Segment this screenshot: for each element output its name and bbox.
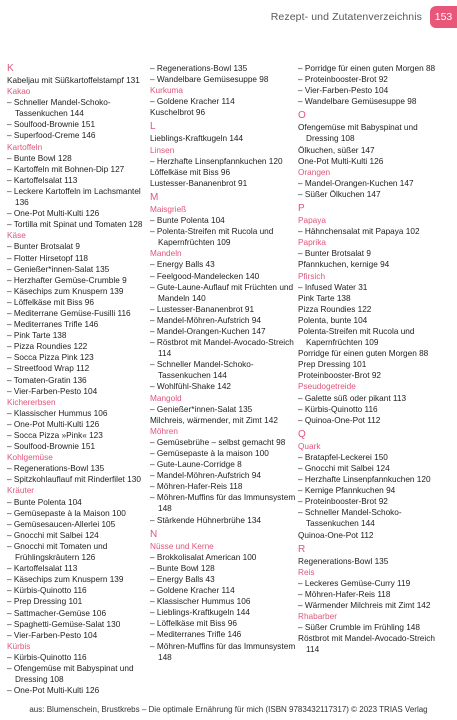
index-entry: – Gnocchi mit Tomaten und Frühlingskräutern 126 xyxy=(7,541,108,563)
ingredient-category: Paprika xyxy=(298,238,326,248)
ingredient-category: Kohlgemüse xyxy=(7,453,53,463)
index-entry: – Bunte Polenta 104 xyxy=(7,497,82,507)
index-entry: Löffelkäse mit Biss 96 xyxy=(150,167,231,177)
ingredient-category: Mangold xyxy=(150,393,182,403)
index-entry: Porridge für einen guten Morgen 88 xyxy=(298,349,429,359)
section-title: Rezept- und Zutatenverzeichnis xyxy=(270,11,422,23)
index-entry: – Socca Pizza »Pink« 123 xyxy=(7,431,103,440)
index-entry: – Käsechips zum Knuspern 139 xyxy=(7,575,124,585)
source-footer: aus: Blumenschein, Brustkrebs – Die optimale Ernährung für mich (ISBN 9783432117317) © 2023 TRIAS Verlag xyxy=(29,705,428,714)
index-entry: – Kernige Pfannkuchen 94 xyxy=(298,486,396,496)
index-letter-heading: P xyxy=(298,203,305,215)
ingredient-category: Maisgrieß xyxy=(150,204,187,214)
ingredient-category: Orangen xyxy=(298,167,331,177)
index-entry: – Gemüsebrühe – selbst gemacht 98 xyxy=(150,437,286,447)
index-entry: – Kartoffeln mit Bohnen-Dip 127 xyxy=(7,164,125,174)
index-entry: Prep Dressing 101 xyxy=(298,360,367,370)
index-entry: – Wandelbare Gemüsesuppe 98 xyxy=(298,97,417,107)
index-entry: – Pizza Roundies 122 xyxy=(7,342,88,352)
index-entry: – Brokkolisalat American 100 xyxy=(150,552,257,562)
index-entry: – Kürbis-Quinotto 116 xyxy=(7,652,87,662)
index-entry: – Tortilla mit Spinat und Tomaten 128 xyxy=(7,220,143,230)
index-entry: – Bunte Bowl 128 xyxy=(7,153,72,163)
index-entry: – Schneller Mandel-Schoko-Tassenkuchen 144 xyxy=(298,508,402,529)
index-entry: – Klassischer Hummus 106 xyxy=(7,408,108,418)
index-entry: Pink Tarte 138 xyxy=(298,293,351,303)
ingredient-category: Pseudogetreide xyxy=(298,382,356,392)
index-entry: – Socca Pizza Pink 123 xyxy=(7,353,94,363)
index-entry: – Kürbis-Quinotto 116 xyxy=(298,404,378,414)
ingredient-category: Kurkuma xyxy=(150,86,184,96)
index-entry: Pfannkuchen, kernige 94 xyxy=(298,260,390,270)
page-header xyxy=(271,6,457,28)
index-entry: – Vier-Farben-Pesto 104 xyxy=(7,386,98,396)
index-entry: – Genießer*innen-Salat 135 xyxy=(150,404,253,414)
index-entry: – Leckeres Gemüse-Curry 119 xyxy=(298,578,411,588)
index-letter-heading: M xyxy=(150,191,159,203)
index-entry: – Gute-Laune-Corridge 8 xyxy=(150,460,242,470)
index-entry: – Mandel-Orangen-Kuchen 147 xyxy=(298,178,414,188)
index-entry: Proteinbooster-Brot 92 xyxy=(298,371,382,381)
index-entry: – Spaghetti-Gemüse-Salat 130 xyxy=(7,619,121,629)
index-column-1 xyxy=(7,63,150,696)
ingredient-category: Pfirsich xyxy=(298,271,326,281)
index-entry: – Wandelbare Gemüsesuppe 98 xyxy=(150,75,269,85)
index-entry: – Bunte Bowl 128 xyxy=(150,563,215,573)
index-entry: – Bunter Brotsalat 9 xyxy=(7,242,80,252)
index-entry: – Soulfood-Brownie 151 xyxy=(7,120,96,130)
index-entry: Röstbrot mit Mandel-Avocado-Streich 114 xyxy=(298,634,435,655)
index-entry: – One-Pot Multi-Kulti 126 xyxy=(7,419,100,429)
index-entry: – Wohlfühl-Shake 142 xyxy=(150,382,232,392)
index-letter-heading: R xyxy=(298,543,306,555)
index-entry: – Kürbis-Quinotto 116 xyxy=(7,586,87,596)
index-entry: – Regenerations-Bowl 135 xyxy=(7,464,105,474)
index-entry: – Gute-Laune-Auflauf mit Früchten und Mandeln 140 xyxy=(150,282,294,303)
ingredient-category: Kürbis xyxy=(7,641,31,651)
index-entry: Milchreis, wärmender, mit Zimt 142 xyxy=(150,415,278,425)
index-entry: Polenta, bunte 104 xyxy=(298,315,368,325)
index-entry: – Quinoa-One-Pot 112 xyxy=(298,415,381,425)
index-entry: – Feelgood-Mandelecken 140 xyxy=(150,271,260,281)
index-entry: – Herzhafte Linsenpfannkuchen 120 xyxy=(150,156,283,166)
ingredient-category: Linsen xyxy=(150,145,175,155)
index-entry: – Ofengemüse mit Babyspinat und Dressing 108 xyxy=(7,663,134,685)
index-entry: – Prep Dressing 101 xyxy=(7,597,83,607)
index-entry: Regenerations-Bowl 135 xyxy=(298,556,389,566)
index-entry: – Löffelkäse mit Biss 96 xyxy=(150,619,237,629)
ingredient-category: Reis xyxy=(298,567,315,577)
index-entry: – Gemüsesaucen-Allerlei 105 xyxy=(7,519,116,529)
index-entry: – Lustesser-Bananenbrot 91 xyxy=(150,304,255,314)
index-entry: – Sattmacher-Gemüse 106 xyxy=(7,608,107,618)
index-entry: – Stärkende Hühnerbrühe 134 xyxy=(150,515,261,525)
index-entry: – Proteinbooster-Brot 92 xyxy=(298,497,388,507)
index-entry: – Energy Balls 43 xyxy=(150,260,215,270)
index-entry: – Infused Water 31 xyxy=(298,282,368,292)
index-entry: – Porridge für einen guten Morgen 88 xyxy=(298,64,436,73)
index-entry: Kuschelbrot 96 xyxy=(150,108,206,118)
index-entry: – One-Pot Multi-Kulti 126 xyxy=(7,209,100,219)
index-entry: One-Pot Multi-Kulti 126 xyxy=(298,156,384,166)
index-entry: – Hähnchensalat mit Papaya 102 xyxy=(298,227,420,237)
index-entry: – Spitzkohlauflauf mit Rinderfilet 130 xyxy=(7,475,141,485)
index-entry: Kabeljau mit Süßkartoffelstampf 131 xyxy=(7,76,140,85)
index-entry: – Bratapfel-Leckerei 150 xyxy=(298,452,388,462)
page-number-badge: 153 xyxy=(430,6,457,28)
index-entry: – Mandel-Möhren-Aufstrich 94 xyxy=(150,471,261,481)
index-entry: – Tomaten-Gratin 136 xyxy=(7,375,87,385)
index-entry: – Klassischer Hummus 106 xyxy=(150,597,251,607)
index-entry: – Mediterranes Trifle 146 xyxy=(150,630,242,640)
index-entry: – Käsechips zum Knuspern 139 xyxy=(7,286,124,296)
index-letter-heading: O xyxy=(298,110,306,122)
index-entry: Quinoa-One-Pot 112 xyxy=(298,530,374,540)
index-entry: – Mandel-Möhren-Aufstrich 94 xyxy=(150,315,261,325)
index-entry: – Süßer Ölkuchen 147 xyxy=(298,189,381,199)
index-entry: – Schneller Mandel-Schoko-Tassenkuchen 144 xyxy=(150,360,254,381)
index-entry: – Vier-Farben-Pesto 104 xyxy=(7,630,98,640)
index-entry: – Energy Balls 43 xyxy=(150,574,215,584)
index-entry: – Streetfood Wrap 112 xyxy=(7,364,90,374)
index-entry: Ölkuchen, süßer 147 xyxy=(298,145,375,155)
index-entry: – Möhren-Hafer-Reis 118 xyxy=(150,482,243,492)
ingredient-category: Kakao xyxy=(7,87,31,97)
ingredient-category: Mandeln xyxy=(150,249,182,259)
index-entry: – Gemüsepaste à la maison 100 xyxy=(150,449,269,458)
index-entry: – Gnocchi mit Salbei 124 xyxy=(298,464,390,473)
index-column-2 xyxy=(150,63,298,663)
index-entry: – Soulfood-Brownie 151 xyxy=(7,442,96,452)
index-entry: – Bunter Brotsalat 9 xyxy=(298,249,371,259)
index-entry: – Regenerations-Bowl 135 xyxy=(150,64,248,73)
index-letter-heading: K xyxy=(7,63,14,74)
index-entry: – Galette süß oder pikant 113 xyxy=(298,393,407,403)
ingredient-category: Quark xyxy=(298,441,321,451)
index-entry: – Röstbrot mit Mandel-Avocado-Streich 114 xyxy=(150,338,294,359)
index-entry: Pizza Roundies 122 xyxy=(298,304,372,314)
index-letter-heading: Q xyxy=(298,428,306,440)
index-entry: Lieblings-Kraftkugeln 144 xyxy=(150,134,244,144)
index-entry: – Mandel-Orangen-Kuchen 147 xyxy=(150,326,266,336)
index-entry: – Möhren-Muffins für das Immunsystem 148 xyxy=(150,641,296,662)
index-entry: – Superfood-Creme 146 xyxy=(7,131,96,141)
index-entry: – Goldene Kracher 114 xyxy=(150,97,235,107)
index-entry: – Wärmender Milchreis mit Zimt 142 xyxy=(298,601,431,611)
index-entry: – Süßer Crumble im Frühling 148 xyxy=(298,623,420,633)
index-entry: – Goldene Kracher 114 xyxy=(150,586,235,596)
index-entry: – Kartoffelsalat 113 xyxy=(7,175,78,185)
index-entry: Ofengemüse mit Babyspinat und Dressing 108 xyxy=(298,123,418,144)
index-entry: – Löffelkäse mit Biss 96 xyxy=(7,297,94,307)
index-entry: Polenta-Streifen mit Rucola und Kapernfrüchten 109 xyxy=(298,326,415,348)
ingredient-category: Papaya xyxy=(298,216,326,226)
ingredient-category: Kichererbsen xyxy=(7,397,56,407)
index-entry: – Schneller Mandel-Schoko-Tassenkuchen 144 xyxy=(7,98,111,119)
ingredient-category: Käse xyxy=(7,231,26,241)
index-entry: – Lieblings-Kraftkugeln 144 xyxy=(150,608,250,618)
index-entry: – Vier-Farben-Pesto 104 xyxy=(298,86,389,96)
index-entry: – Mediterrane Gemüse-Fusilli 116 xyxy=(7,308,131,318)
index-entry: – Mediterranes Trifle 146 xyxy=(7,320,99,330)
index-entry: – Genießer*innen-Salat 135 xyxy=(7,264,110,274)
index-entry: – Pink Tarte 138 xyxy=(7,331,67,341)
index-entry: – One-Pot Multi-Kulti 126 xyxy=(7,686,100,696)
index-entry: – Proteinbooster-Brot 92 xyxy=(298,75,388,85)
index-entry: – Leckere Kartoffeln im Lachsmantel 136 xyxy=(7,186,141,208)
index-entry: – Gnocchi mit Salbei 124 xyxy=(7,530,99,540)
index-entry: Lustesser-Bananenbrot 91 xyxy=(150,178,248,188)
index-entry: – Polenta-Streifen mit Rucola und Kapernfrüchten 109 xyxy=(150,227,274,248)
index-entry: – Bunte Polenta 104 xyxy=(150,216,225,226)
ingredient-category: Nüsse und Kerne xyxy=(150,541,214,551)
index-entry: – Herzhafter Gemüse-Crumble 9 xyxy=(7,275,127,285)
ingredient-category: Möhren xyxy=(150,426,178,436)
index-entry: – Möhren-Muffins für das Immunsystem 148 xyxy=(150,493,296,514)
index-entry: – Herzhafte Linsenpfannkuchen 120 xyxy=(298,475,431,485)
index-entry: – Möhren-Hafer-Reis 118 xyxy=(298,589,391,599)
index-column-3 xyxy=(298,63,450,656)
index-entry: – Gemüsepaste à la Maison 100 xyxy=(7,508,126,518)
ingredient-category: Kräuter xyxy=(7,486,35,496)
index-entry: – Flotter Hirsetopf 118 xyxy=(7,253,89,263)
index-letter-heading: L xyxy=(150,121,156,133)
ingredient-category: Rhabarber xyxy=(298,612,337,622)
index-entry: – Kartoffelsalat 113 xyxy=(7,564,78,574)
ingredient-category: Kartoffeln xyxy=(7,142,43,152)
index-letter-heading: N xyxy=(150,528,158,540)
